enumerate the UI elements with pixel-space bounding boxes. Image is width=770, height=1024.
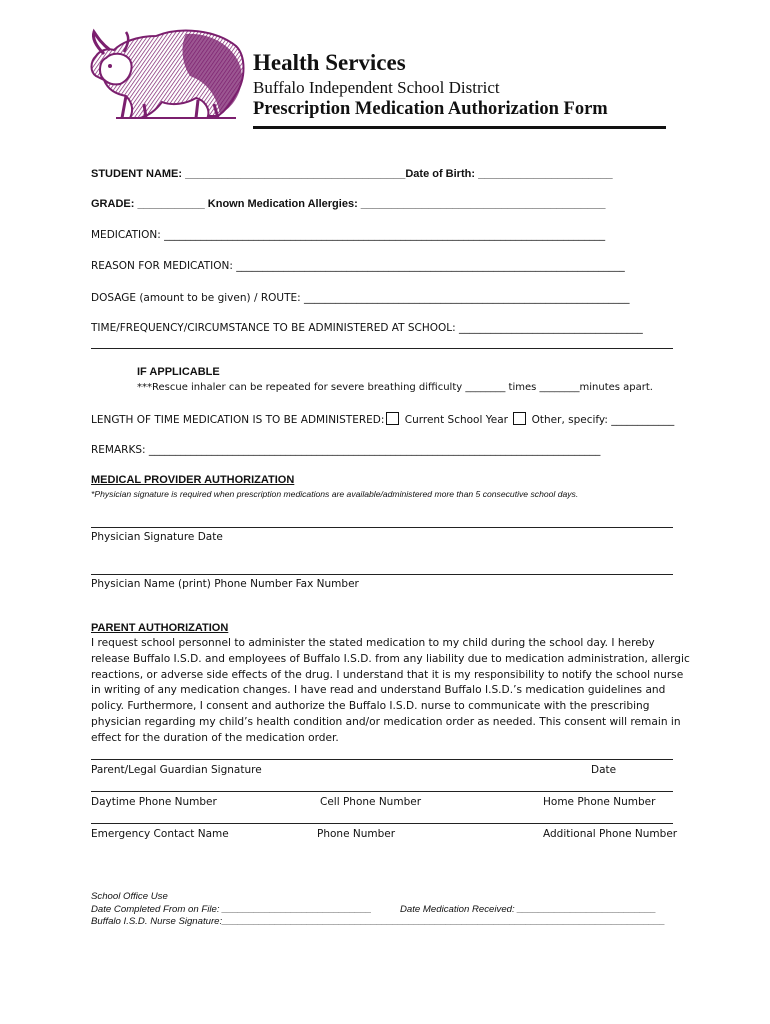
form-title: Prescription Medication Authorization Form [253,99,608,119]
physician-signature-line[interactable] [91,527,673,528]
current-year-checkbox[interactable] [386,412,399,425]
emergency-contact-label: Emergency Contact Name [91,828,229,840]
current-year-label: Current School Year [404,414,508,426]
date-completed-field[interactable]: Date Completed From on File: ____________________________ [91,904,372,915]
rescue-inhaler-field[interactable]: ***Rescue inhaler can be repeated for severe breathing difficulty ________ times ________minutes apart. [137,382,653,393]
physician-note: *Physician signature is required when prescription medications are available/administered more than 5 consecutive school days. [91,489,579,499]
header-rule [253,126,666,129]
time-frequency-line-2 [91,348,673,349]
length-of-time-row [91,412,674,426]
medication-field[interactable]: MEDICATION: ____________________________________________________________________________________ [91,229,606,241]
physician-signature-label: Physician Signature Date [91,531,223,543]
additional-phone-label: Additional Phone Number [543,828,678,840]
physician-name-label: Physician Name (print) Phone Number Fax Number [91,578,359,590]
guardian-signature-label: Parent/Legal Guardian Signature [91,764,262,776]
other-checkbox[interactable] [513,412,526,425]
guardian-signature-line[interactable] [91,759,673,760]
cell-phone-label: Cell Phone Number [320,796,422,808]
district-name: Buffalo Independent School District [253,78,500,97]
date-received-field[interactable]: Date Medication Received: __________________________ [400,904,657,915]
grade-allergies-field[interactable]: GRADE: ___________ Known Medication Allergies: ________________________________________ [91,198,606,210]
nurse-signature-field[interactable]: Buffalo I.S.D. Nurse Signature:___________________________________________________________________________________ [91,916,666,927]
medical-provider-heading: MEDICAL PROVIDER AUTHORIZATION [91,474,295,486]
remarks-field[interactable]: REMARKS: ______________________________________________________________________________________ [91,444,601,456]
parent-authorization-heading: PARENT AUTHORIZATION [91,622,229,634]
if-applicable-heading: IF APPLICABLE [137,366,220,378]
office-use-heading: School Office Use [91,891,168,902]
daytime-phone-label: Daytime Phone Number [91,796,217,808]
emergency-contact-line[interactable] [91,823,673,824]
phone-numbers-line[interactable] [91,791,673,792]
time-frequency-field[interactable]: TIME/FREQUENCY/CIRCUMSTANCE TO BE ADMINISTERED AT SCHOOL: ___________________________________ [91,322,643,334]
student-name-field[interactable]: STUDENT NAME: ____________________________________Date of Birth: ______________________ [91,168,613,180]
parent-authorization-text: I request school personnel to administer the stated medication to my child during the school day. I hereby release Buffalo I.S.D. and employees of Buffalo I.S.D. from any liability due to medication administration, allergic reactions, or adverse side effects of the drug. I understand that it is my responsibility to notify the school nurse in writing of any medication changes. I have read and understand Buffalo I.S.D.’s medication guidelines and policy. Furthermore, I consent and authorize the Buffalo I.S.D. nurse to communicate with the prescribing physician regarding my child’s health condition and/or medication order as needed. This consent will remain in effect for the duration of the medication order. [91,637,690,744]
buffalo-logo-icon [86,24,248,120]
page-title: Health Services [253,50,406,75]
reason-field[interactable]: REASON FOR MEDICATION: __________________________________________________________________________ [91,260,625,272]
dosage-field[interactable]: DOSAGE (amount to be given) / ROUTE: ______________________________________________________________ [91,292,630,304]
phone-number-label: Phone Number [317,828,396,840]
home-phone-label: Home Phone Number [543,796,656,808]
other-specify-field[interactable]: Other, specify: ____________ [531,414,675,426]
guardian-date-label: Date [591,764,617,776]
length-label: LENGTH OF TIME MEDICATION IS TO BE ADMINISTERED: [91,414,385,426]
physician-name-line[interactable] [91,574,673,575]
